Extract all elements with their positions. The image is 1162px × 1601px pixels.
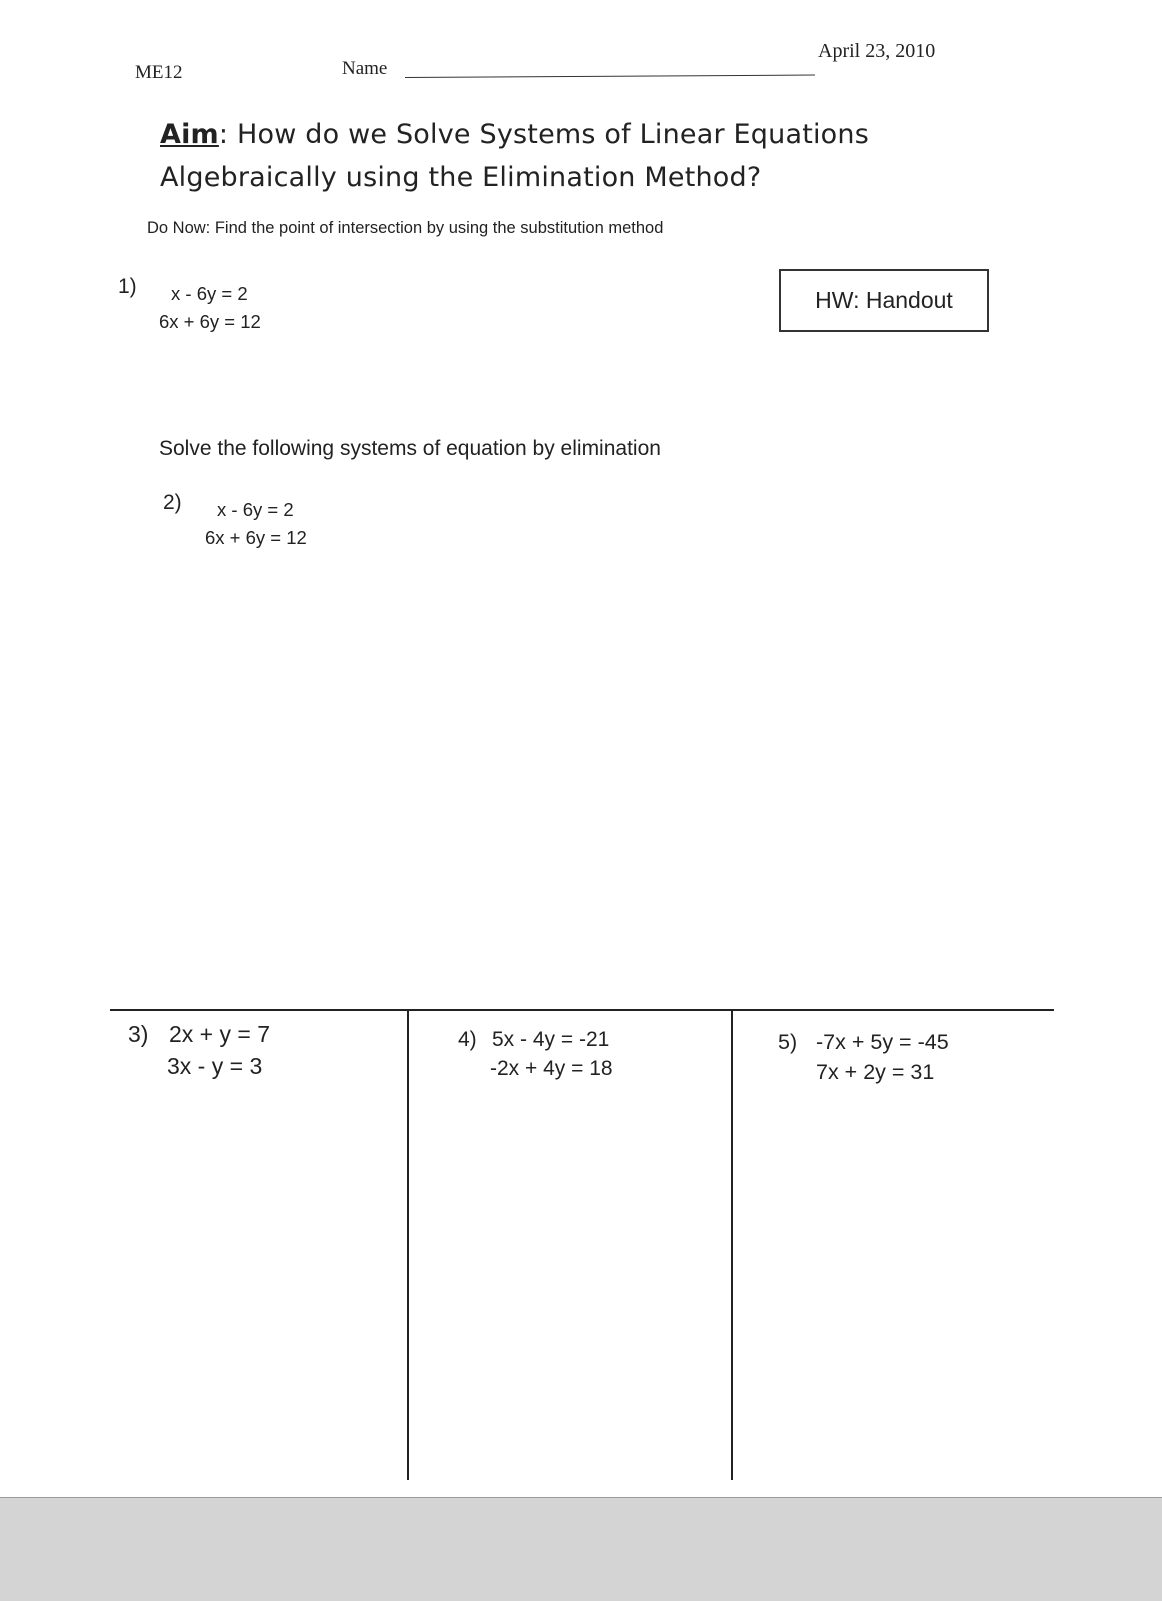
- problem-2-equation-2: 6x + 6y = 12: [205, 527, 307, 548]
- problem-4-equation-2: -2x + 4y = 18: [490, 1057, 613, 1080]
- problem-1-equation-2: 6x + 6y = 12: [159, 311, 261, 332]
- problem-2-number: 2): [163, 491, 182, 514]
- scan-bottom-margin: [0, 1497, 1162, 1601]
- do-now-instruction: Do Now: Find the point of intersection by using the substitution method: [147, 219, 664, 237]
- problem-4-equation-1: 5x - 4y = -21: [492, 1028, 610, 1051]
- problem-3-equation-2: 3x - y = 3: [167, 1053, 263, 1079]
- date: April 23, 2010: [818, 40, 936, 62]
- problem-5-equation-2: 7x + 2y = 31: [816, 1060, 935, 1084]
- homework-text: HW: Handout: [815, 287, 953, 313]
- problem-5-number: 5): [778, 1030, 798, 1054]
- name-label: Name: [342, 58, 388, 79]
- problem-4-number: 4): [458, 1028, 477, 1051]
- homework-box: [779, 269, 989, 332]
- course-code: ME12: [135, 62, 183, 83]
- problem-grid-divider-1: [407, 1010, 409, 1480]
- aim-label: Aim: [160, 119, 219, 150]
- aim-heading: [160, 113, 869, 199]
- elimination-instruction: Solve the following systems of equation by elimination: [159, 437, 661, 460]
- problem-1-number: 1): [118, 275, 137, 298]
- problem-grid-top-line: [110, 1009, 1054, 1011]
- problem-1-equation-1: x - 6y = 2: [171, 283, 248, 304]
- problem-grid-divider-2: [731, 1010, 733, 1480]
- problem-3-number: 3): [128, 1021, 149, 1047]
- aim-question-line2: Algebraically using the Elimination Method?: [160, 162, 762, 193]
- name-field-line[interactable]: [405, 74, 815, 78]
- aim-question-line1: : How do we Solve Systems of Linear Equations: [218, 119, 869, 150]
- problem-2-equation-1: x - 6y = 2: [217, 499, 294, 520]
- problem-3-equation-1: 2x + y = 7: [169, 1021, 271, 1047]
- problem-5-equation-1: -7x + 5y = -45: [816, 1030, 949, 1054]
